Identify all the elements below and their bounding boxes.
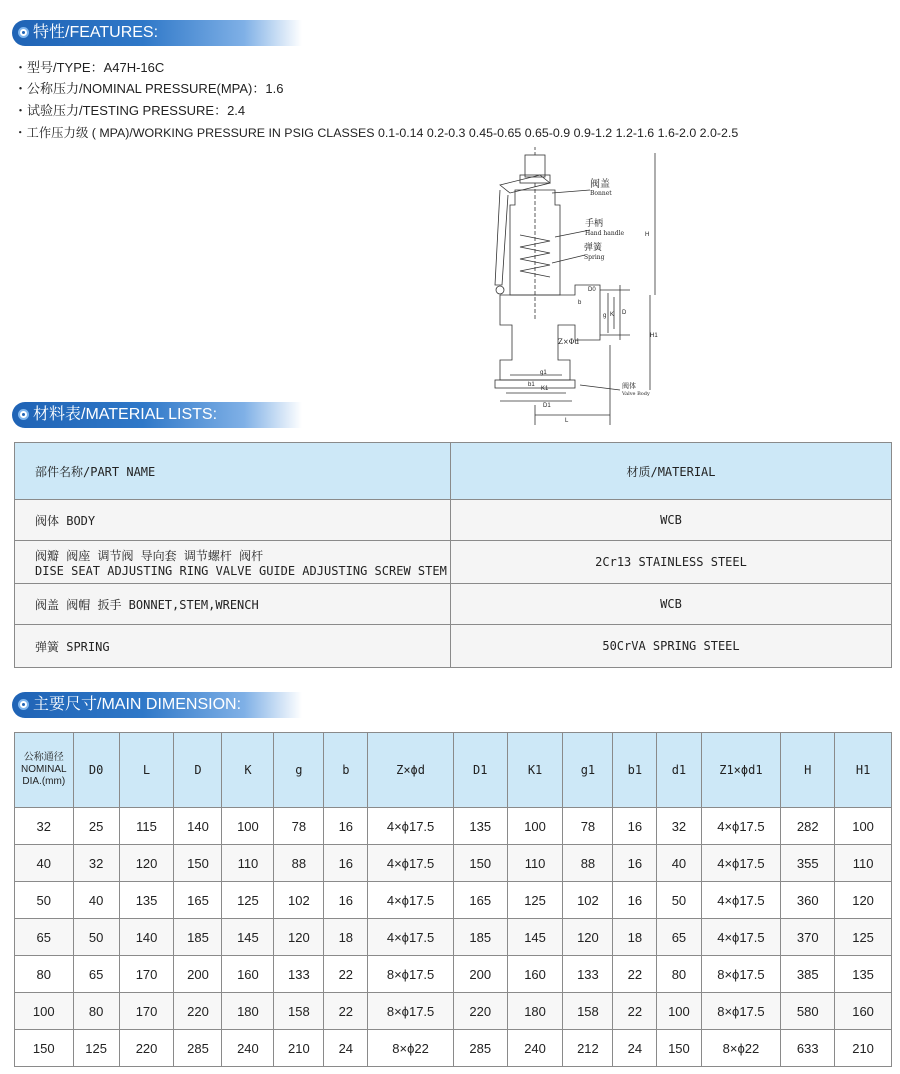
dimension-cell: 100 [15, 993, 74, 1030]
dimension-cell: 80 [15, 956, 74, 993]
dimension-cell: 185 [174, 919, 222, 956]
bullet-icon [18, 27, 29, 38]
dimension-cell: 220 [174, 993, 222, 1030]
dimension-cell: 80 [657, 956, 701, 993]
dim-label-h: H [645, 232, 650, 238]
dimension-cell: 150 [453, 845, 507, 882]
dimension-cell: 100 [222, 808, 274, 845]
feature-testing-pressure: ・试验压力/TESTING PRESSURE：2.4 [14, 103, 246, 118]
dimension-cell: 220 [453, 993, 507, 1030]
dimension-header: H [781, 733, 835, 808]
dimension-cell: 180 [222, 993, 274, 1030]
dimension-cell: 160 [222, 956, 274, 993]
dimension-cell: 22 [613, 993, 657, 1030]
dimension-cell: 4×ϕ17.5 [368, 882, 454, 919]
dimension-cell: 16 [324, 808, 368, 845]
dimension-header: D1 [453, 733, 507, 808]
dimension-cell: 16 [613, 882, 657, 919]
dimension-cell: 220 [119, 1030, 174, 1067]
dimension-cell: 185 [453, 919, 507, 956]
dimension-cell: 22 [324, 956, 368, 993]
material-value: WCB [451, 500, 892, 541]
spring-label-cn: 弹簧 [584, 243, 603, 253]
dimension-cell: 4×ϕ17.5 [368, 919, 454, 956]
dimension-cell: 120 [563, 919, 613, 956]
dimension-cell: 50 [73, 919, 119, 956]
dimension-cell: 22 [613, 956, 657, 993]
dimension-cell: 115 [119, 808, 174, 845]
dimension-cell: 125 [835, 919, 892, 956]
dimension-cell: 120 [274, 919, 324, 956]
dimension-cell: 158 [274, 993, 324, 1030]
bullet-icon [18, 409, 29, 420]
dimension-header: K1 [507, 733, 563, 808]
dimension-header: L [119, 733, 174, 808]
dimension-cell: 110 [222, 845, 274, 882]
material-value: WCB [451, 584, 892, 625]
dimension-cell: 120 [119, 845, 174, 882]
feature-working-pressure: ・工作压力级 ( MPA)/WORKING PRESSURE IN PSIG CLASSES 0.1-0.14 0.2-0.3 0.45-0.65 0.65-0.9 0.9-1.2 1.2-1.6 1.6-2.0 2.0-2.5 [14, 126, 739, 140]
dimension-cell: 100 [835, 808, 892, 845]
valve-drawing [480, 145, 680, 430]
dimension-cell: 102 [274, 882, 324, 919]
dimension-cell: 4×ϕ17.5 [701, 882, 781, 919]
dimension-cell: 16 [324, 882, 368, 919]
dimension-cell: 100 [657, 993, 701, 1030]
spring-label-en: Spring [584, 254, 605, 261]
bullet-icon [18, 699, 29, 710]
dimension-cell: 370 [781, 919, 835, 956]
dimension-cell: 170 [119, 993, 174, 1030]
dimension-header: D0 [73, 733, 119, 808]
dimension-cell: 78 [563, 808, 613, 845]
dimension-cell: 8×ϕ17.5 [701, 993, 781, 1030]
material-value: 50CrVA SPRING STEEL [451, 625, 892, 668]
dimension-cell: 150 [174, 845, 222, 882]
dimension-cell: 125 [507, 882, 563, 919]
dimension-cell: 4×ϕ17.5 [368, 845, 454, 882]
dimension-cell: 200 [174, 956, 222, 993]
dimension-cell: 65 [657, 919, 701, 956]
dimension-header: d1 [657, 733, 701, 808]
dimension-cell: 22 [324, 993, 368, 1030]
dimension-cell: 4×ϕ17.5 [701, 919, 781, 956]
table-row [15, 993, 892, 1030]
dimension-cell: 385 [781, 956, 835, 993]
material-header-part: 部件名称/PART NAME [15, 443, 451, 500]
dimension-cell: 8×ϕ22 [701, 1030, 781, 1067]
dimension-cell: 145 [222, 919, 274, 956]
dimension-cell: 18 [613, 919, 657, 956]
handle-label-cn: 手柄 [585, 219, 604, 229]
dimension-cell: 158 [563, 993, 613, 1030]
dimension-cell: 210 [835, 1030, 892, 1067]
dimension-cell: 32 [73, 845, 119, 882]
table-row [15, 956, 892, 993]
dimension-header: D [174, 733, 222, 808]
dimension-cell: 150 [15, 1030, 74, 1067]
dimension-cell: 4×ϕ17.5 [701, 845, 781, 882]
material-part: 阀体 BODY [15, 500, 451, 541]
material-table [14, 442, 892, 668]
dimension-cell: 50 [15, 882, 74, 919]
features-heading: 特性/FEATURES: [12, 20, 302, 46]
dimension-cell: 285 [174, 1030, 222, 1067]
dimension-cell: 180 [507, 993, 563, 1030]
dimension-header: Z×ϕd [368, 733, 454, 808]
dimension-cell: 200 [453, 956, 507, 993]
dimension-header: b1 [613, 733, 657, 808]
dimension-cell: 170 [119, 956, 174, 993]
dimension-cell: 8×ϕ17.5 [701, 956, 781, 993]
material-part-en: DISE SEAT ADJUSTING RING VALVE GUIDE ADJUSTING SCREW STEM [35, 563, 447, 578]
dimension-cell: 88 [274, 845, 324, 882]
dimension-cell: 135 [119, 882, 174, 919]
table-row [15, 808, 892, 845]
dimension-cell: 212 [563, 1030, 613, 1067]
dimension-table [14, 732, 892, 1067]
dimension-header: b [324, 733, 368, 808]
dimension-cell: 8×ϕ17.5 [368, 956, 454, 993]
dimension-cell: 24 [613, 1030, 657, 1067]
dimension-cell: 32 [15, 808, 74, 845]
dimension-cell: 240 [222, 1030, 274, 1067]
dimension-cell: 125 [222, 882, 274, 919]
dim-label-b: b [578, 300, 582, 306]
dimension-cell: 160 [507, 956, 563, 993]
dimension-cell: 80 [73, 993, 119, 1030]
dimension-cell: 50 [657, 882, 701, 919]
table-row [15, 919, 892, 956]
table-row [15, 882, 892, 919]
dimension-cell: 32 [657, 808, 701, 845]
handle-label-en: Hand handle [585, 230, 625, 237]
dimension-cell: 102 [563, 882, 613, 919]
material-value: 2Cr13 STAINLESS STEEL [451, 541, 892, 584]
dimensions-heading: 主要尺寸/MAIN DIMENSION: [12, 692, 302, 718]
dimension-cell: 285 [453, 1030, 507, 1067]
dim-label-k: K [610, 312, 615, 318]
dimension-cell: 580 [781, 993, 835, 1030]
dimension-cell: 25 [73, 808, 119, 845]
dimension-cell: 145 [507, 919, 563, 956]
dimension-cell: 65 [73, 956, 119, 993]
dim-label-d1: D1 [543, 403, 551, 409]
dimension-cell: 78 [274, 808, 324, 845]
dimension-header: g [274, 733, 324, 808]
dimension-cell: 40 [657, 845, 701, 882]
dim-label-h1: H1 [650, 333, 658, 339]
dimension-cell: 355 [781, 845, 835, 882]
dim-label-g1: g1 [540, 370, 547, 376]
feature-nominal-pressure: ・公称压力/NOMINAL PRESSURE(MPA)：1.6 [14, 81, 284, 96]
dimension-header: g1 [563, 733, 613, 808]
dim-label-g: g [603, 313, 607, 319]
dimension-header: Z1×ϕd1 [701, 733, 781, 808]
body-label-en: Valve Body [622, 391, 650, 397]
dimension-cell: 133 [563, 956, 613, 993]
dimension-cell: 150 [657, 1030, 701, 1067]
dimension-cell: 135 [453, 808, 507, 845]
dimension-cell: 16 [613, 845, 657, 882]
bonnet-label-cn: 阀盖 [590, 179, 610, 190]
dimension-cell: 120 [835, 882, 892, 919]
dimension-cell: 24 [324, 1030, 368, 1067]
dimension-cell: 360 [781, 882, 835, 919]
dimension-cell: 16 [613, 808, 657, 845]
dimension-cell: 8×ϕ22 [368, 1030, 454, 1067]
dimension-header: K [222, 733, 274, 808]
bonnet-label-en: Bonnet [590, 190, 612, 197]
dim-label-d0: D0 [588, 287, 596, 293]
body-label-cn: 阀体 [622, 382, 636, 390]
dimension-cell: 40 [15, 845, 74, 882]
dimension-cell: 65 [15, 919, 74, 956]
feature-type: ・型号/TYPE：A47H-16C [14, 60, 165, 75]
dimension-cell: 135 [835, 956, 892, 993]
dimension-cell: 88 [563, 845, 613, 882]
material-header-material: 材质/MATERIAL [451, 443, 892, 500]
dimension-cell: 4×ϕ17.5 [368, 808, 454, 845]
material-part: 阀盖 阀帽 扳手 BONNET,STEM,WRENCH [15, 584, 451, 625]
dimension-cell: 210 [274, 1030, 324, 1067]
dim-label-k1: K1 [541, 386, 549, 392]
materials-heading: 材料表/MATERIAL LISTS: [12, 402, 302, 428]
dimension-cell: 240 [507, 1030, 563, 1067]
zd-label: Z×Φd [558, 338, 579, 346]
dim-label-b1: b1 [528, 382, 535, 388]
dim-label-d: D [622, 310, 627, 316]
dimension-cell: 110 [507, 845, 563, 882]
material-part: 弹簧 SPRING [15, 625, 451, 668]
material-part-cn: 阀瓣 阀座 调节阀 导向套 调节螺杆 阀杆 [35, 548, 264, 563]
dimension-cell: 4×ϕ17.5 [701, 808, 781, 845]
dimension-header: H1 [835, 733, 892, 808]
dimension-cell: 165 [453, 882, 507, 919]
dimension-cell: 125 [73, 1030, 119, 1067]
dimension-cell: 160 [835, 993, 892, 1030]
dimension-cell: 133 [274, 956, 324, 993]
dimension-cell: 140 [119, 919, 174, 956]
dimension-cell: 165 [174, 882, 222, 919]
dimension-cell: 282 [781, 808, 835, 845]
material-part [15, 541, 451, 584]
dimension-header: 公称通径 NOMINAL DIA.(mm) [15, 733, 74, 808]
dimension-cell: 40 [73, 882, 119, 919]
dimension-cell: 100 [507, 808, 563, 845]
dimension-cell: 633 [781, 1030, 835, 1067]
dimension-cell: 16 [324, 845, 368, 882]
table-row [15, 845, 892, 882]
dimension-cell: 110 [835, 845, 892, 882]
dimension-cell: 140 [174, 808, 222, 845]
dimension-cell: 8×ϕ17.5 [368, 993, 454, 1030]
dim-label-l: L [565, 418, 569, 424]
dimension-cell: 18 [324, 919, 368, 956]
table-row [15, 1030, 892, 1067]
